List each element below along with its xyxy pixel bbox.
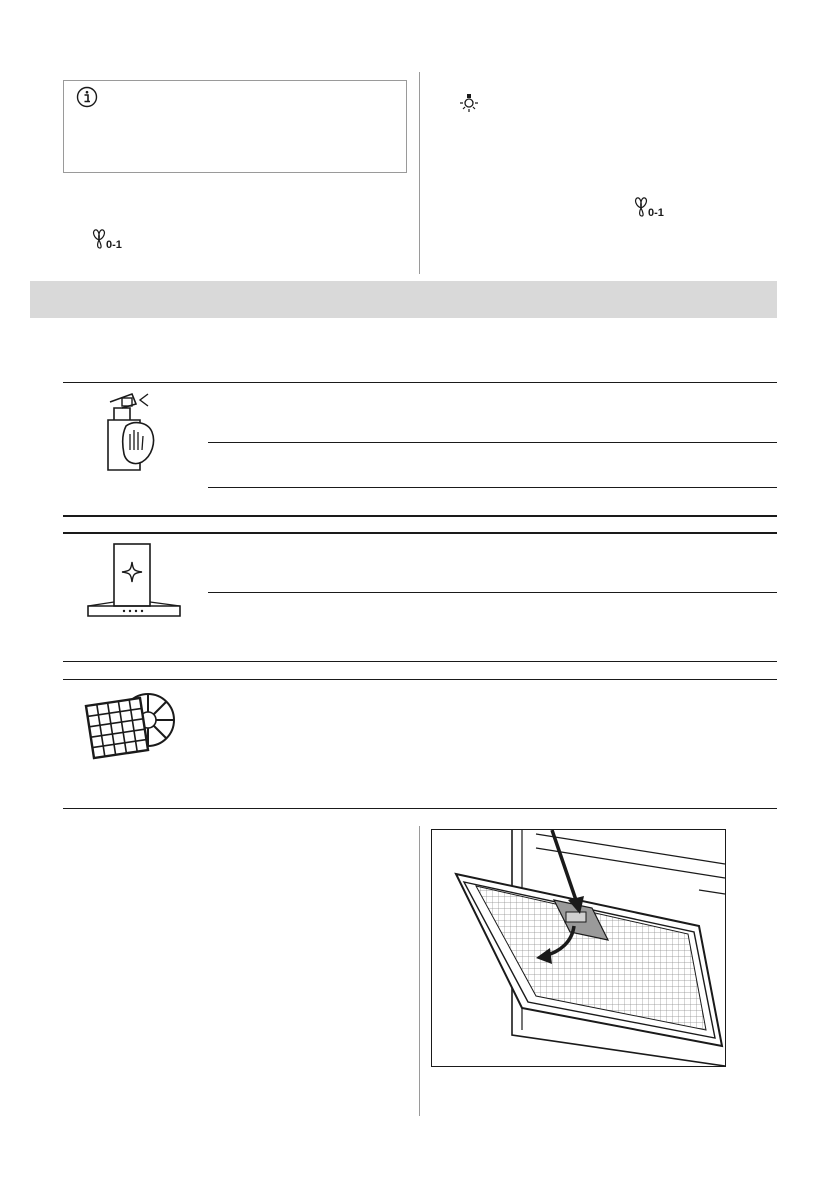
table-row-divider [208, 487, 777, 488]
fan-speed-label-right: 0-1 [648, 207, 664, 218]
fan-speed-symbol-right [632, 196, 672, 218]
table-rule [63, 679, 777, 680]
table-rule [63, 661, 777, 662]
column-divider-bottom [419, 826, 420, 1116]
cooker-hood-clean-icon [86, 542, 182, 618]
table-row-divider [208, 442, 777, 443]
grease-filter-removal-illustration [431, 829, 726, 1067]
section-header [30, 281, 777, 318]
table-row-divider [208, 592, 777, 593]
fan-icon [90, 228, 130, 250]
column-divider-top [419, 72, 420, 274]
spray-and-cloth-icon [100, 390, 166, 472]
fan-speed-symbol-left [90, 228, 130, 250]
table-rule [63, 808, 777, 809]
table-rule [63, 515, 777, 517]
info-icon [76, 86, 98, 108]
info-note-box [63, 80, 407, 173]
table-rule [63, 382, 777, 383]
table-rule [63, 532, 777, 534]
fan-speed-label-left: 0-1 [106, 239, 122, 250]
light-bulb-icon [458, 92, 480, 114]
grease-and-carbon-filter-icon [80, 688, 180, 762]
fan-icon [632, 196, 672, 218]
